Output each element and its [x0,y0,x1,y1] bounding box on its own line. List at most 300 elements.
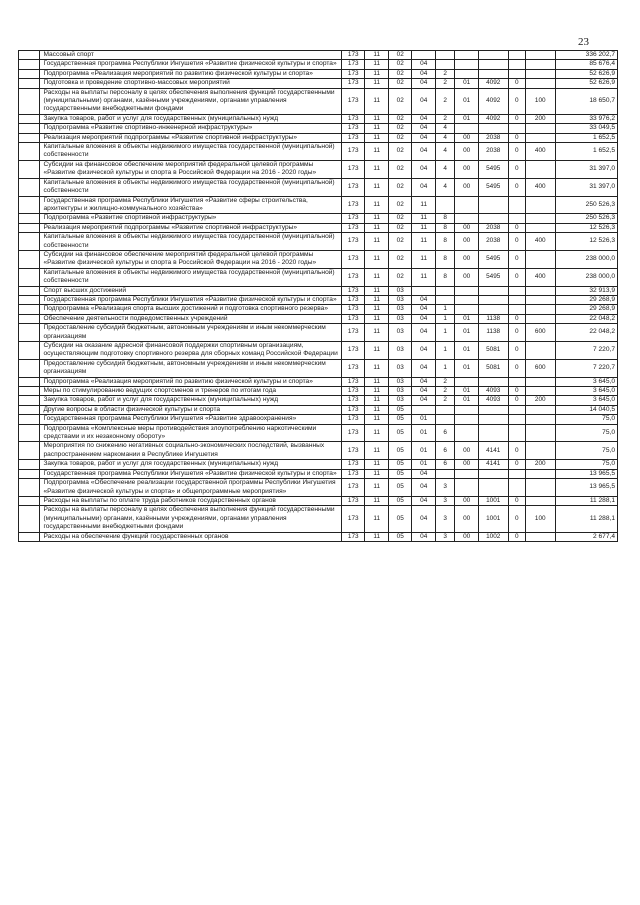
code-cell-c9: 100 [525,506,555,532]
code-cell-c4: 11 [412,214,436,223]
code-cell-c1: 173 [341,88,365,114]
code-cell-c2: 11 [365,60,389,69]
code-cell-c4: 04 [412,79,436,88]
code-cell-c4 [412,405,436,414]
code-cell-c3: 05 [388,479,412,497]
expense-name-cell: Расходы на выплаты персоналу в целях обеспечения выполнения функций государственными (муниципальными) органами, казёнными учреждениями, органами управления государственными внебюджетными фондами [40,506,342,532]
code-cell-c7 [478,295,508,304]
code-cell-c2: 11 [365,415,389,424]
code-cell-c3: 05 [388,496,412,505]
code-cell-c9 [525,342,555,360]
table-row [19,124,618,133]
table-row [19,424,618,442]
code-cell-c3: 05 [388,415,412,424]
code-cell-c1: 173 [341,79,365,88]
code-cell-c4: 04 [412,178,436,196]
code-cell-c7 [478,405,508,414]
amount-cell: 238 000,0 [555,250,617,268]
row-marker-cell [19,178,40,196]
code-cell-c8 [508,305,525,314]
code-cell-c3: 02 [388,196,412,214]
code-cell-c4: 04 [412,506,436,532]
code-cell-c1: 173 [341,178,365,196]
amount-cell: 11 288,1 [555,496,617,505]
code-cell-c4: 04 [412,387,436,396]
table-row [19,442,618,460]
code-cell-c9: 600 [525,359,555,377]
code-cell-c6: 00 [455,250,479,268]
code-cell-c4: 01 [412,460,436,469]
code-cell-c2: 11 [365,114,389,123]
code-cell-c1: 173 [341,314,365,323]
code-cell-c4: 04 [412,359,436,377]
code-cell-c7 [478,415,508,424]
table-row [19,88,618,114]
expense-name-cell: Подпрограмма «Комплексные меры противодействия злоупотреблению наркотическими средствами и их незаконному обороту» [40,424,342,442]
code-cell-c7: 4092 [478,114,508,123]
code-cell-c1: 173 [341,233,365,251]
expense-name-cell: Закупка товаров, работ и услуг для государственных (муниципальных) нужд [40,114,342,123]
code-cell-c3: 02 [388,178,412,196]
code-cell-c5: 4 [435,178,454,196]
row-marker-cell [19,442,40,460]
code-cell-c4: 04 [412,314,436,323]
code-cell-c7 [478,479,508,497]
amount-cell: 14 040,5 [555,405,617,414]
code-cell-c5 [435,469,454,478]
code-cell-c2: 11 [365,314,389,323]
code-cell-c8: 0 [508,268,525,286]
amount-cell: 336 202,7 [555,51,617,60]
code-cell-c8 [508,124,525,133]
row-marker-cell [19,69,40,78]
code-cell-c8 [508,405,525,414]
code-cell-c8 [508,424,525,442]
code-cell-c5: 8 [435,250,454,268]
amount-cell: 52 626,9 [555,69,617,78]
amount-cell: 33 976,2 [555,114,617,123]
table-row [19,415,618,424]
code-cell-c6 [455,124,479,133]
row-marker-cell [19,532,40,541]
table-row [19,233,618,251]
row-marker-cell [19,460,40,469]
table-row [19,506,618,532]
code-cell-c4: 04 [412,305,436,314]
code-cell-c7: 1002 [478,532,508,541]
code-cell-c6: 01 [455,79,479,88]
table-row [19,143,618,161]
code-cell-c3: 05 [388,442,412,460]
code-cell-c7: 2038 [478,233,508,251]
code-cell-c9 [525,196,555,214]
expense-name-cell: Мероприятия по снижению негативных социально-экономических последствий, вызванных распространением наркомании в Республике Ингушетия [40,442,342,460]
code-cell-c7 [478,377,508,386]
amount-cell: 11 288,1 [555,506,617,532]
code-cell-c8 [508,286,525,295]
expense-name-cell: Массовый спорт [40,51,342,60]
code-cell-c5: 2 [435,79,454,88]
table-row [19,295,618,304]
code-cell-c2: 11 [365,214,389,223]
expense-name-cell: Капитальные вложения в объекты недвижимого имущества государственной (муниципальной) собственности [40,143,342,161]
amount-cell: 31 397,0 [555,178,617,196]
code-cell-c2: 11 [365,196,389,214]
table-row [19,377,618,386]
code-cell-c4: 04 [412,496,436,505]
amount-cell: 12 526,3 [555,223,617,232]
expense-name-cell: Расходы на выплаты по оплате труда работников государственных органов [40,496,342,505]
code-cell-c3: 03 [388,342,412,360]
code-cell-c9 [525,532,555,541]
code-cell-c2: 11 [365,160,389,178]
code-cell-c7: 2038 [478,143,508,161]
expense-name-cell: Государственная программа Республики Ингушетия «Развитие физической культуры и спорта» [40,60,342,69]
row-marker-cell [19,60,40,69]
expense-name-cell: Государственная программа Республики Ингушетия «Развитие здравоохранения» [40,415,342,424]
table-row [19,496,618,505]
expense-name-cell: Меры по стимулированию ведущих спортсменов и тренеров по итогам года [40,387,342,396]
amount-cell: 238 000,0 [555,268,617,286]
row-marker-cell [19,405,40,414]
expense-name-cell: Капитальные вложения в объекты недвижимого имущества государственной (муниципальной) собственности [40,233,342,251]
code-cell-c1: 173 [341,286,365,295]
code-cell-c1: 173 [341,223,365,232]
code-cell-c6: 01 [455,114,479,123]
code-cell-c3: 03 [388,305,412,314]
code-cell-c1: 173 [341,51,365,60]
table-row [19,405,618,414]
code-cell-c5: 4 [435,143,454,161]
amount-cell: 1 652,5 [555,143,617,161]
code-cell-c3: 02 [388,268,412,286]
expense-name-cell: Подпрограмма «Реализация мероприятий по развитию физической культуры и спорта» [40,69,342,78]
code-cell-c2: 11 [365,88,389,114]
row-marker-cell [19,469,40,478]
amount-cell: 52 626,9 [555,79,617,88]
amount-cell: 33 049,5 [555,124,617,133]
code-cell-c2: 11 [365,460,389,469]
code-cell-c5: 6 [435,424,454,442]
code-cell-c2: 11 [365,405,389,414]
expense-name-cell: Капитальные вложения в объекты недвижимого имущества государственной (муниципальной) собственности [40,178,342,196]
code-cell-c7: 1138 [478,324,508,342]
row-marker-cell [19,79,40,88]
expense-name-cell: Реализация мероприятий подпрограммы «Развитие спортивной инфраструктуры» [40,223,342,232]
code-cell-c2: 11 [365,387,389,396]
code-cell-c2: 11 [365,342,389,360]
row-marker-cell [19,424,40,442]
code-cell-c1: 173 [341,405,365,414]
code-cell-c2: 11 [365,506,389,532]
code-cell-c6 [455,295,479,304]
code-cell-c8: 0 [508,342,525,360]
code-cell-c2: 11 [365,442,389,460]
code-cell-c2: 11 [365,233,389,251]
code-cell-c6: 01 [455,88,479,114]
code-cell-c4: 04 [412,143,436,161]
code-cell-c9 [525,295,555,304]
code-cell-c9 [525,424,555,442]
code-cell-c5 [435,405,454,414]
code-cell-c6 [455,405,479,414]
code-cell-c2: 11 [365,469,389,478]
code-cell-c4: 04 [412,69,436,78]
code-cell-c3: 02 [388,133,412,142]
amount-cell: 32 913,9 [555,286,617,295]
code-cell-c1: 173 [341,124,365,133]
table-row [19,114,618,123]
row-marker-cell [19,396,40,405]
code-cell-c3: 02 [388,88,412,114]
code-cell-c3: 05 [388,532,412,541]
expense-name-cell: Субсидии на финансовое обеспечение мероприятий федеральной целевой программы «Развитие физической культуры и спорта в Российской Федерации на 2016 - 2020 годы» [40,160,342,178]
code-cell-c6 [455,377,479,386]
code-cell-c7: 2038 [478,223,508,232]
code-cell-c8 [508,415,525,424]
code-cell-c2: 11 [365,79,389,88]
amount-cell: 22 048,2 [555,324,617,342]
code-cell-c6: 00 [455,442,479,460]
code-cell-c6 [455,415,479,424]
code-cell-c6: 01 [455,359,479,377]
code-cell-c8 [508,377,525,386]
code-cell-c5 [435,51,454,60]
expense-name-cell: Спорт высших достижений [40,286,342,295]
amount-cell: 22 048,2 [555,314,617,323]
table-row [19,359,618,377]
expense-name-cell: Капитальные вложения в объекты недвижимого имущества государственной (муниципальной) собственности [40,268,342,286]
code-cell-c5: 6 [435,442,454,460]
code-cell-c4: 04 [412,60,436,69]
amount-cell: 3 645,0 [555,396,617,405]
amount-cell: 7 220,7 [555,342,617,360]
code-cell-c3: 02 [388,250,412,268]
code-cell-c9: 600 [525,324,555,342]
code-cell-c7: 5081 [478,342,508,360]
row-marker-cell [19,479,40,497]
code-cell-c6: 00 [455,460,479,469]
code-cell-c3: 03 [388,324,412,342]
amount-cell: 18 650,7 [555,88,617,114]
code-cell-c5: 6 [435,460,454,469]
code-cell-c7: 4141 [478,442,508,460]
table-row [19,133,618,142]
code-cell-c8 [508,295,525,304]
code-cell-c2: 11 [365,250,389,268]
code-cell-c5: 4 [435,160,454,178]
code-cell-c4: 11 [412,268,436,286]
code-cell-c2: 11 [365,133,389,142]
row-marker-cell [19,314,40,323]
code-cell-c3: 02 [388,51,412,60]
table-row [19,250,618,268]
amount-cell: 75,0 [555,415,617,424]
code-cell-c4: 04 [412,133,436,142]
row-marker-cell [19,51,40,60]
amount-cell: 3 645,0 [555,387,617,396]
code-cell-c9 [525,160,555,178]
code-cell-c1: 173 [341,532,365,541]
table-row [19,460,618,469]
code-cell-c6: 01 [455,396,479,405]
table-row [19,532,618,541]
table-row [19,214,618,223]
code-cell-c1: 173 [341,295,365,304]
code-cell-c9 [525,124,555,133]
code-cell-c7: 5495 [478,250,508,268]
expense-name-cell: Предоставление субсидий бюджетным, автономным учреждениям и иным некоммерческим организациям [40,324,342,342]
code-cell-c7 [478,286,508,295]
code-cell-c7 [478,469,508,478]
code-cell-c7 [478,305,508,314]
row-marker-cell [19,377,40,386]
expense-name-cell: Предоставление субсидий бюджетным, автономным учреждениям и иным некоммерческим организациям [40,359,342,377]
code-cell-c9: 200 [525,396,555,405]
code-cell-c8: 0 [508,143,525,161]
code-cell-c4: 01 [412,424,436,442]
code-cell-c4 [412,51,436,60]
expense-name-cell: Расходы на выплаты персоналу в целях обеспечения выполнения функций государственными (муниципальными) органами, казёнными учреждениями, органами управления государственными внебюджетными фондами [40,88,342,114]
table-row [19,469,618,478]
amount-cell: 75,0 [555,460,617,469]
code-cell-c8 [508,51,525,60]
amount-cell: 13 965,5 [555,469,617,478]
code-cell-c6 [455,69,479,78]
code-cell-c7: 5495 [478,178,508,196]
code-cell-c7: 4092 [478,79,508,88]
code-cell-c7: 4093 [478,396,508,405]
code-cell-c5: 4 [435,124,454,133]
code-cell-c2: 11 [365,496,389,505]
expense-name-cell: Государственная программа Республики Ингушетия «Развитие физической культуры и спорта» [40,469,342,478]
code-cell-c1: 173 [341,250,365,268]
code-cell-c1: 173 [341,387,365,396]
code-cell-c6 [455,305,479,314]
code-cell-c9 [525,415,555,424]
row-marker-cell [19,196,40,214]
code-cell-c2: 11 [365,396,389,405]
code-cell-c6 [455,196,479,214]
row-marker-cell [19,295,40,304]
row-marker-cell [19,387,40,396]
table-row [19,387,618,396]
code-cell-c1: 173 [341,424,365,442]
code-cell-c2: 11 [365,305,389,314]
table-row [19,286,618,295]
code-cell-c6 [455,424,479,442]
code-cell-c6: 00 [455,223,479,232]
table-row [19,178,618,196]
budget-table-body [19,51,618,542]
code-cell-c5: 1 [435,324,454,342]
expense-name-cell: Субсидии на финансовое обеспечение мероприятий федеральной целевой программы «Развитие физической культуры и спорта в Российской Федерации на 2016 - 2020 годы» [40,250,342,268]
code-cell-c4: 04 [412,88,436,114]
code-cell-c5: 3 [435,506,454,532]
code-cell-c8: 0 [508,314,525,323]
code-cell-c1: 173 [341,196,365,214]
code-cell-c7: 2038 [478,133,508,142]
code-cell-c7 [478,424,508,442]
code-cell-c5: 3 [435,532,454,541]
code-cell-c7: 1001 [478,506,508,532]
code-cell-c9 [525,51,555,60]
code-cell-c6 [455,214,479,223]
code-cell-c1: 173 [341,460,365,469]
code-cell-c3: 02 [388,124,412,133]
code-cell-c9 [525,496,555,505]
code-cell-c9 [525,133,555,142]
code-cell-c9: 400 [525,268,555,286]
code-cell-c7 [478,69,508,78]
row-marker-cell [19,324,40,342]
code-cell-c5 [435,196,454,214]
code-cell-c8: 0 [508,460,525,469]
code-cell-c9: 400 [525,233,555,251]
code-cell-c4: 04 [412,295,436,304]
code-cell-c6: 01 [455,387,479,396]
code-cell-c3: 02 [388,69,412,78]
code-cell-c1: 173 [341,396,365,405]
code-cell-c1: 173 [341,268,365,286]
expense-name-cell: Подпрограмма «Развитие спортивно-инженерной инфраструктуры» [40,124,342,133]
row-marker-cell [19,233,40,251]
code-cell-c8 [508,60,525,69]
table-row [19,69,618,78]
row-marker-cell [19,496,40,505]
amount-cell: 85 676,4 [555,60,617,69]
code-cell-c6: 00 [455,268,479,286]
table-row [19,342,618,360]
code-cell-c1: 173 [341,359,365,377]
code-cell-c1: 173 [341,342,365,360]
code-cell-c2: 11 [365,124,389,133]
row-marker-cell [19,250,40,268]
code-cell-c5 [435,60,454,69]
code-cell-c7: 1001 [478,496,508,505]
code-cell-c8: 0 [508,79,525,88]
code-cell-c5: 1 [435,359,454,377]
code-cell-c2: 11 [365,268,389,286]
code-cell-c4: 04 [412,479,436,497]
code-cell-c1: 173 [341,324,365,342]
code-cell-c2: 11 [365,532,389,541]
code-cell-c5: 8 [435,223,454,232]
table-row [19,305,618,314]
expense-name-cell: Закупка товаров, работ и услуг для государственных (муниципальных) нужд [40,460,342,469]
code-cell-c5 [435,415,454,424]
code-cell-c7 [478,60,508,69]
code-cell-c6 [455,469,479,478]
code-cell-c4 [412,286,436,295]
code-cell-c3: 05 [388,424,412,442]
row-marker-cell [19,160,40,178]
code-cell-c8: 0 [508,133,525,142]
row-marker-cell [19,268,40,286]
code-cell-c4: 01 [412,415,436,424]
code-cell-c3: 03 [388,314,412,323]
code-cell-c5: 3 [435,479,454,497]
code-cell-c2: 11 [365,51,389,60]
code-cell-c9: 100 [525,88,555,114]
code-cell-c5: 8 [435,214,454,223]
expense-name-cell: Подпрограмма «Реализация мероприятий по развитию физической культуры и спорта» [40,377,342,386]
code-cell-c5: 1 [435,305,454,314]
code-cell-c4: 04 [412,377,436,386]
code-cell-c1: 173 [341,479,365,497]
code-cell-c7 [478,214,508,223]
code-cell-c1: 173 [341,214,365,223]
